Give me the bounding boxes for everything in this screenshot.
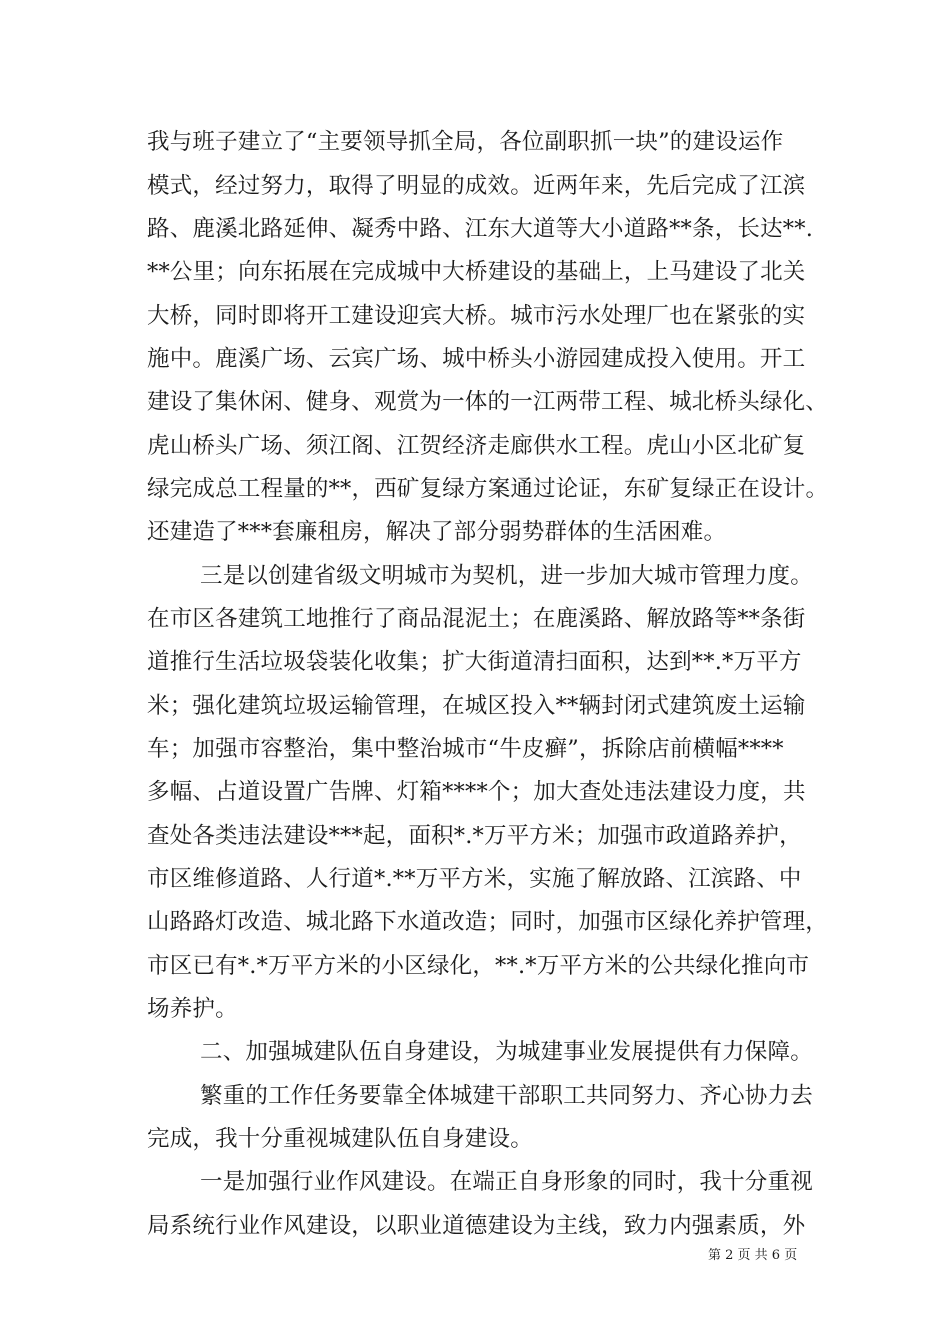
text-line: 大桥，同时即将开工建设迎宾大桥。城市污水处理厂也在紧张的实 [147,303,806,329]
text-line: 市区已有*.*万平方米的小区绿化，**.*万平方米的公共绿化推向市 [147,953,810,979]
page-number: 第 2 页 共 6 页 [708,1248,798,1263]
section-heading: 二、加强城建队伍自身建设，为城建事业发展提供有力保障。 [200,1039,813,1065]
text-line: 路、鹿溪北路延伸、凝秀中路、江东大道等大小道路**条，长达**. [147,216,814,242]
text-line: 多幅、占道设置广告牌、灯箱****个；加大查处违法建设力度，共 [147,779,806,805]
text-line: 还建造了***套廉租房，解决了部分弱势群体的生活困难。 [147,519,727,545]
paragraph-heading-line: 三是以创建省级文明城市为契机，进一步加大城市管理力度。 [200,563,813,589]
text-line: 米；强化建筑垃圾运输管理，在城区投入**辆封闭式建筑废土运输 [147,693,806,719]
paragraph-first-line: 繁重的工作任务要靠全体城建干部职工共同努力、齐心协力去 [200,1083,813,1109]
text-line: 模式，经过努力，取得了明显的成效。近两年来，先后完成了江滨 [147,173,806,199]
text-line: 建设了集休闲、健身、观赏为一体的一江两带工程、城北桥头绿化、 [147,389,829,415]
paragraph-first-line: 一是加强行业作风建设。在端正自身形象的同时，我十分重视 [200,1169,813,1195]
text-line: **公里；向东拓展在完成城中大桥建设的基础上，上马建设了北关 [147,259,806,285]
text-line: 道推行生活垃圾袋装化收集；扩大街道清扫面积，达到**.*万平方 [147,649,802,675]
text-line: 局系统行业作风建设，以职业道德建设为主线，致力内强素质，外 [147,1213,806,1239]
text-line: 绿完成总工程量的**，西矿复绿方案通过论证，东矿复绿正在设计。 [147,476,829,502]
text-line: 在市区各建筑工地推行了商品混泥土；在鹿溪路、解放路等**条街 [147,606,806,632]
text-line: 完成，我十分重视城建队伍自身建设。 [147,1126,533,1152]
text-line: 车；加强市容整治，集中整治城市“牛皮癣”，拆除店前横幅**** [147,736,784,762]
text-line: 虎山桥头广场、须江阁、江贺经济走廊供水工程。虎山小区北矿复 [147,433,806,459]
text-line: 市区维修道路、人行道*.**万平方米，实施了解放路、江滨路、中 [147,866,802,892]
text-line: 施中。鹿溪广场、云宾广场、城中桥头小游园建成投入使用。开工 [147,346,806,372]
text-line: 山路路灯改造、城北路下水道改造；同时，加强市区绿化养护管理， [147,909,829,935]
text-line: 场养护。 [147,996,238,1022]
text-line: 我与班子建立了“主要领导抓全局，各位副职抓一块”的建设运作 [147,129,784,155]
text-line: 查处各类违法建设***起，面积*.*万平方米；加强市政道路养护， [147,823,802,849]
